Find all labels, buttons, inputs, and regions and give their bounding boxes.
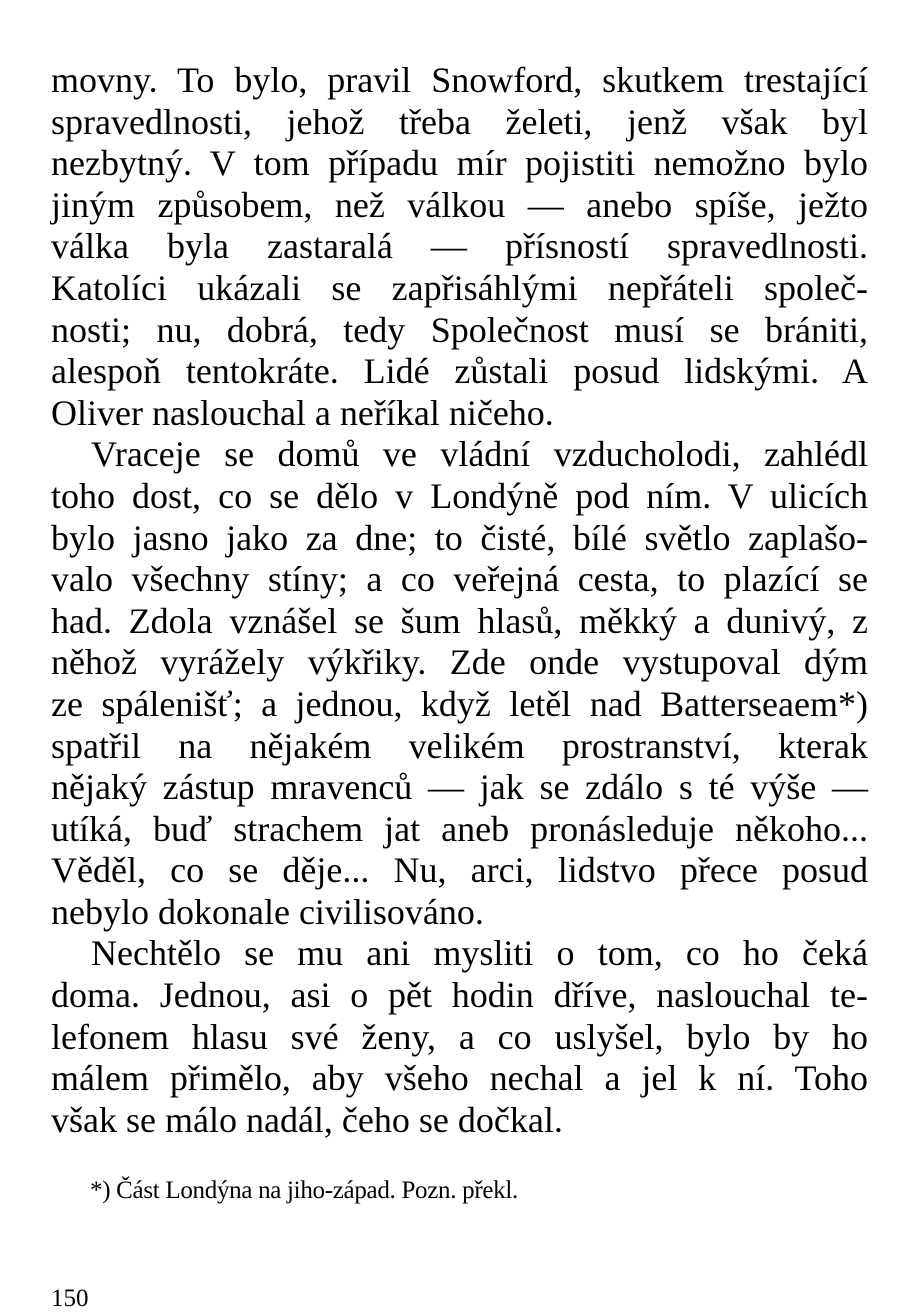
text-line: movny. To bylo, pravil Snowford, skutkem trestající bbox=[51, 60, 868, 100]
text-line: utíká, buď strachem jat aneb pronásleduje někoho... bbox=[51, 808, 868, 849]
text-line: spravedlnosti, jehož třeba želeti, jenž však byl bbox=[51, 101, 868, 142]
text-line: had. Zdola vznášel se šum hlasů, měkký a dunivý, z bbox=[51, 600, 868, 641]
text-line: však se málo nadál, čeho se dočkal. bbox=[51, 1099, 563, 1140]
text-line: nebylo dokonale civilisováno. bbox=[51, 891, 484, 932]
text-line: Vraceje se domů ve vládní vzducholodi, zahlédl bbox=[91, 434, 868, 475]
text-line: málem přimělo, aby všeho nechal a jel k ní. Toho bbox=[51, 1058, 868, 1099]
text-line: Věděl, co se děje... Nu, arci, lidstvo přece posud bbox=[51, 850, 868, 891]
text-line: doma. Jednou, asi o pět hodin dříve, naslouchal te- bbox=[51, 975, 868, 1016]
text-line: Nechtělo se mu ani mysliti o tom, co ho čeká bbox=[91, 933, 868, 974]
paragraph-3 bbox=[51, 933, 868, 1141]
text-line: spatřil na nějakém velikém prostranství, kterak bbox=[51, 725, 868, 766]
text-line: nezbytný. V tom případu mír pojistiti nemožno bylo bbox=[51, 143, 868, 184]
paragraph-2 bbox=[51, 434, 868, 933]
text-line: toho dost, co se dělo v Londýně pod ním. V ulicích bbox=[51, 475, 868, 516]
text-line: ze spálenišť; a jednou, když letěl nad Batterseaem*) bbox=[51, 683, 868, 724]
text-line: něhož vyrážely výkřiky. Zde onde vystupoval dým bbox=[51, 642, 868, 683]
page-number: 150 bbox=[51, 1285, 89, 1312]
text-line: lefonem hlasu své ženy, a co uslyšel, bylo by ho bbox=[51, 1016, 868, 1057]
book-page-text bbox=[51, 60, 868, 1141]
text-line: alespoň tentokráte. Lidé zůstali posud lidskými. A bbox=[51, 351, 868, 392]
text-line: valo všechny stíny; a co veřejná cesta, to plazící se bbox=[51, 559, 868, 600]
text-line: bylo jasno jako za dne; to čisté, bílé světlo zaplašo- bbox=[51, 517, 868, 558]
text-line: nosti; nu, dobrá, tedy Společnost musí se brániti, bbox=[51, 309, 868, 350]
text-line: válka byla zastaralá — přísností spravedlnosti. bbox=[51, 226, 868, 267]
text-line: Katolíci ukázali se zapřisáhlými nepřáteli společ- bbox=[51, 267, 868, 308]
text-line: Oliver naslouchal a neříkal ničeho. bbox=[51, 392, 554, 433]
text-line: jiným způsobem, než válkou — anebo spíše, ježto bbox=[51, 184, 868, 225]
paragraph-1 bbox=[51, 60, 868, 434]
footnote: *) Část Londýna na jiho-západ. Pozn. překl. bbox=[90, 1177, 518, 1204]
text-line: nějaký zástup mravenců — jak se zdálo s té výše — bbox=[51, 767, 868, 808]
